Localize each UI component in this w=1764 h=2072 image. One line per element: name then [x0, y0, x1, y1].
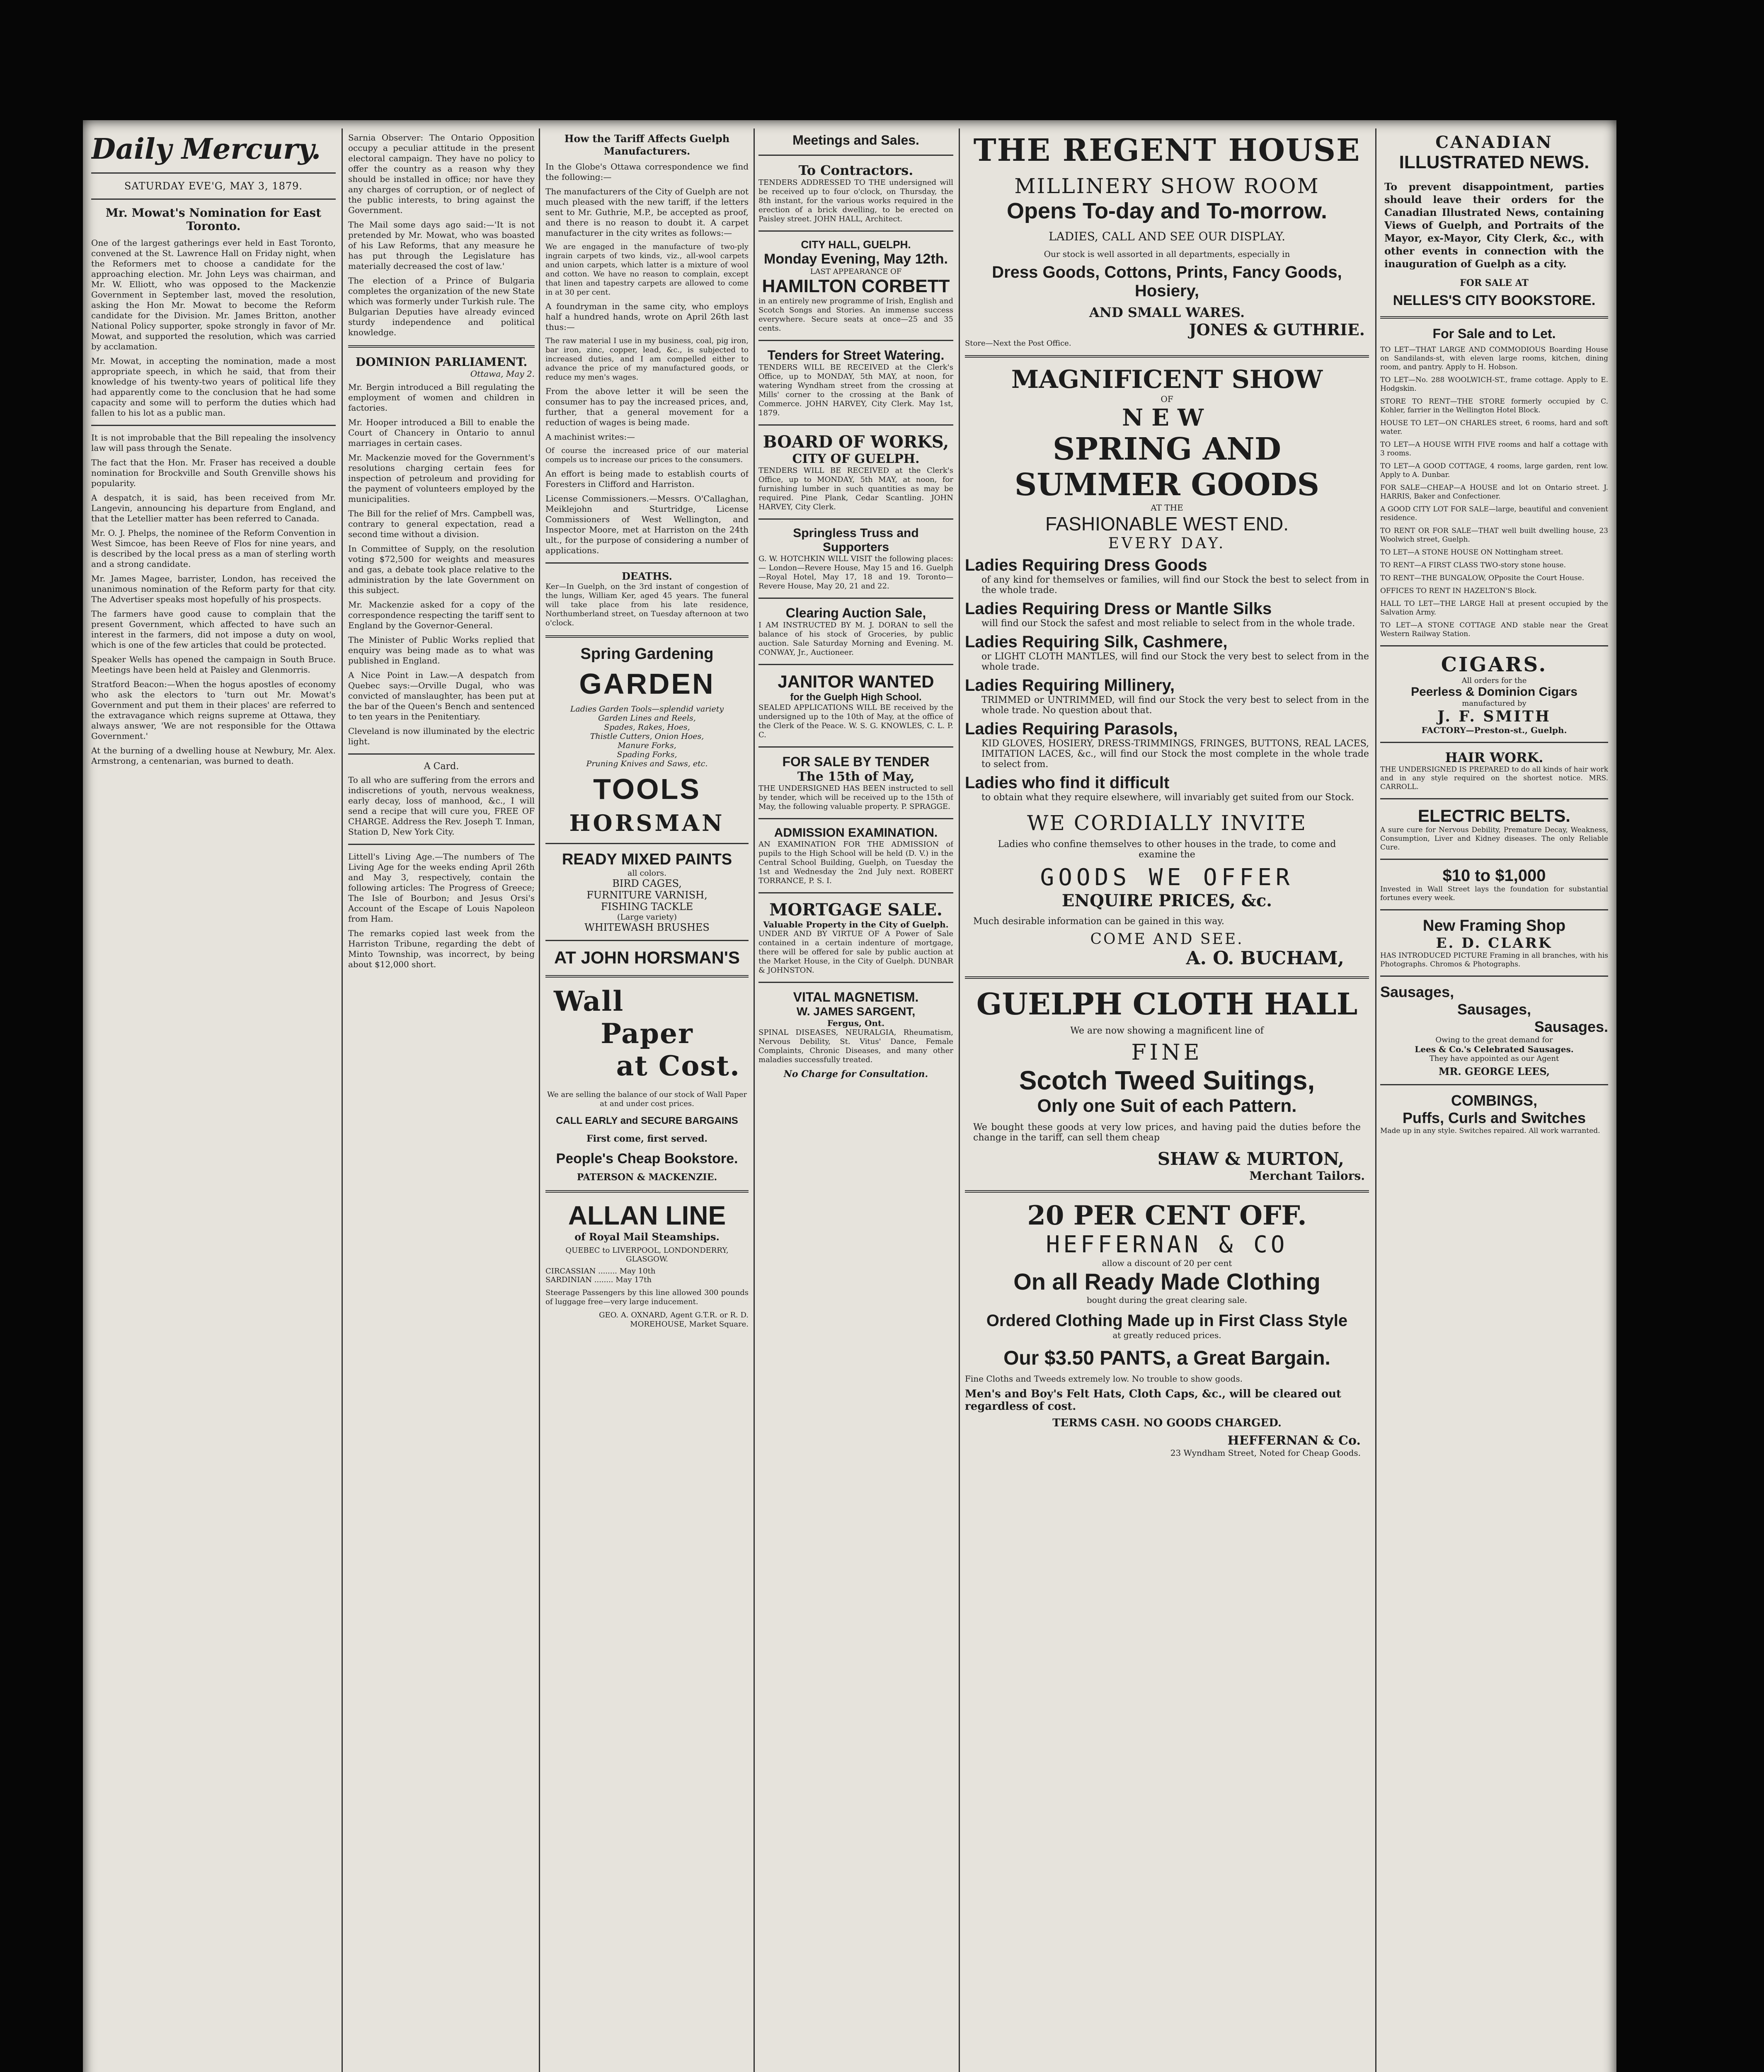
section-heading: Meetings and Sales. [792, 133, 919, 148]
ad-sub: W. JAMES SARGENT, [796, 1005, 916, 1018]
paragraph: THE UNDERSIGNED IS PREPARED to do all kinds of hair work and in any style required on the shortest notice. MRS. CARROLL. [1380, 765, 1608, 791]
peerless: Peerless & Dominion Cigars [1411, 685, 1577, 699]
listing: TO LET—A HOUSE WITH FIVE rooms and half a cottage with 3 rooms. [1380, 441, 1608, 457]
listing: HALL TO LET—THE LARGE Hall at present occupied by the Salvation Army. [1380, 600, 1608, 617]
paragraph: TENDERS WILL BE RECEIVED at the Clerk's Office, up to MONDAY, 5th MAY, at noon, for furnishing lumber in such quantities as may be required. Pine Plank, Cedar Scantling. JOHN HARVEY, City Clerk. [758, 466, 953, 511]
ad-line: Ladies Garden Tools—splendid variety [570, 704, 724, 714]
paragraph: Cleveland is now illuminated by the electric light. [348, 726, 535, 746]
allan-line-ad [545, 1200, 749, 1329]
ad-line: FURNITURE VARNISH, [586, 889, 708, 901]
ad-heading: Tenders for Street Watering. [767, 348, 945, 363]
ad-title: ALLAN LINE [568, 1201, 726, 1230]
illustrated-news: ILLUSTRATED NEWS. [1399, 152, 1590, 172]
ad-line: BIRD CAGES, [612, 878, 682, 889]
paragraph: The raw material I use in my business, coal, pig iron, bar iron, zinc, copper, lead, &c., is subjected to increased duties, and I am compelled either to advance the price of my manufactured goods, or reduce my men's wages. [545, 336, 749, 382]
ad-store: AT JOHN HORSMAN'S [554, 948, 740, 967]
ad-line: Manure Forks, [618, 741, 676, 750]
paragraph: We are selling the balance of our stock of Wall Paper at and under cost prices. [547, 1090, 747, 1108]
paragraph: SPINAL DISEASES, NEURALGIA, Rheumatism, Nervous Debility, St. Vitus' Dance, Female Complaints, Chronic Diseases, and many other maladies successfully treated. [758, 1028, 953, 1064]
paragraph: Mr. James Magee, barrister, London, has received the unanimous nomination of the Reform party for that city. The Advertiser speaks most hopefully of his prospects. [91, 574, 336, 604]
cigar-text: All orders for the [1461, 676, 1527, 685]
ad-heading: CITY HALL, GUELPH. [801, 238, 911, 251]
column-4 [758, 133, 953, 2072]
paragraph: SEALED APPLICATIONS WILL BE received by the undersigned up to the 10th of May, at the office of the Clerk of the Peace. W. S. G. KNOWLES, C. L. P. C. [758, 703, 953, 739]
paragraph: At the burning of a dwelling house at Newbury, Mr. Alex. Armstrong, a centenarian, was burned to death. [91, 746, 336, 766]
firm: JONES & GUTHRIE. [1189, 320, 1365, 339]
ad-big: GARDEN [579, 668, 715, 700]
ad-ship: CIRCASSIAN ........ May 10th [545, 1267, 656, 1276]
paragraph: Mr. O. J. Phelps, the nominee of the Reform Convention in West Simcoe, has been Reeve of Flos for nine years, and is described by the local press as a man of sterling worth and a strong candidate. [91, 528, 336, 569]
paragraph: To all who are suffering from the errors and indiscretions of youth, nervous weakness, early decay, loss of manhood, &c., I will send a recipe that will cure you, FREE OF CHARGE. Address the Rev. Joseph T. Inman, Station D, New York City. [348, 775, 535, 837]
card-heading: A Card. [424, 761, 459, 772]
ad-heading: To Contractors. [798, 162, 914, 178]
paragraph: Sarnia Observer: The Ontario Opposition occupy a peculiar attitude in the present electoral campaign. They have no policy to offer the country as a reason why they should be installed in office; nor have they any charges of corruption, or of neglect of the public interests, to bring against the Government. [348, 133, 535, 215]
item-heading: Ladies Requiring Dress or Mantle Silks [965, 600, 1272, 618]
every-day: EVERY DAY. [1108, 535, 1226, 552]
paragraph: Mr. Hooper introduced a Bill to enable the Court of Chancery in Ontario to annul marriages in certain cases. [348, 417, 535, 448]
paragraph: The remarks copied last week from the Harriston Tribune, regarding the debt of Minto Township, was incorrect, by being about $12,000 short. [348, 928, 535, 969]
store-line: Store—Next the Post Office. [965, 339, 1071, 348]
paragraph: One of the largest gatherings ever held in East Toronto, convened at the St. Lawrence Hall on Friday night, when the Reformers met to choose a candidate for the approaching election. Mr. John Leys was chairman, and Mr. W. Elliott, who was opposed to the Mackenzie Government in September last, moved the resolution, asking the Hon Mr. Mowat to become the Reform candidate for the Division. Mr. James Britton, another National Policy supporter, spoke strongly in favor of Mr. Mowat, and supported the resolution, which was carried by acclamation. [91, 238, 336, 351]
paragraph: Mr. Mowat, in accepting the nomination, made a most appropriate speech, in which he said, that from their knowledge of his twenty-two years of political life they had apparently come to the conclusion that he had some capacity and some will to perform the duties which had fallen to his lot as a public man. [91, 356, 336, 418]
hats: Men's and Boy's Felt Hats, Cloth Caps, &c., will be cleared out regardless of cost. [965, 1388, 1342, 1413]
listing: TO RENT—THE BUNGALOW, OPposite the Court House. [1380, 574, 1585, 582]
listing: TO LET—No. 288 WOOLWICH-ST., frame cottage. Apply to E. Hodgskin. [1380, 376, 1608, 393]
factory: FACTORY—Preston-st., Guelph. [1421, 725, 1567, 735]
paragraph: We are engaged in the manufacture of two-ply ingrain carpets of two kinds, viz., all-wool carpets and union carpets, which latter is a mixture of wool and cotton. We have no reason to complain, except that linen and tapestry carpets are allowed to come in at 30 per cent. [545, 242, 749, 297]
ad-title: Spring Gardening [580, 645, 714, 663]
item-heading: Ladies Requiring Dress Goods [965, 556, 1207, 574]
ad-heading: FOR SALE BY TENDER [782, 754, 930, 769]
invite: WE CORDIALLY INVITE [1027, 811, 1307, 835]
ad-heading: ADMISSION EXAMINATION. [774, 826, 938, 840]
wares-line: AND SMALL WARES. [1089, 305, 1245, 320]
wyndham: 23 Wyndham Street, Noted for Cheap Goods. [1170, 1448, 1361, 1458]
item-text: or LIGHT CLOTH MANTLES, will find our Stock the very best to select from in the whole trade. [981, 651, 1369, 672]
ad-heading: MORTGAGE SALE. [769, 900, 943, 920]
ad-line: Wall [554, 985, 624, 1017]
newspaper-page [83, 120, 1616, 2072]
paragraph: I AM INSTRUCTED BY M. J. DORAN to sell the balance of his stock of Groceries, by public auction. Sale Saturday Morning and Evening. M. CONWAY, Jr., Auctioneer. [758, 621, 953, 657]
reduced: at greatly reduced prices. [1112, 1330, 1221, 1340]
paragraph: Speaker Wells has opened the campaign in South Bruce. Meetings have been held at Paisley and Glenmorris. [91, 654, 336, 675]
paragraph: Stratford Beacon:—When the hogus apostles of economy who ask the electors to 'turn out Mr. Mowat's Government and put them in their places' are referred to the extravagance which reigns supreme at Ottawa, they always answer, 'We are not responsible for the Ottawa Government.' [91, 679, 336, 741]
paragraph: Made up in any style. Switches repaired. All work warranted. [1380, 1127, 1600, 1135]
cigars: CIGARS. [1441, 653, 1548, 676]
paragraph: in an entirely new programme of Irish, English and Scotch Songs and Stories. An immense success everywhere. Secure seats at once—25 and 35 cents. [758, 297, 953, 333]
listing: TO RENT OR FOR SALE—THAT well built dwelling house, 23 Woolwich street, Guelph. [1380, 527, 1608, 544]
paragraph: The manufacturers of the City of Guelph are not much pleased with the new tariff, if the letters sent to Mr. Guthrie, M.P., be accepted as proof, and there is no reason to doubt it. A carpet manufacturer in the city writes as follows:— [545, 186, 749, 238]
ad-sub: CITY OF GUELPH. [792, 452, 920, 466]
fine: FINE [1131, 1040, 1203, 1065]
fine-cloths: Fine Cloths and Tweeds extremely low. No trouble to show goods. [965, 1374, 1243, 1384]
nelles: NELLES'S CITY BOOKSTORE. [1393, 293, 1596, 308]
scotch: Scotch Tweed Suitings, [1019, 1065, 1315, 1095]
ad-line: Spading Forks, [617, 750, 677, 759]
ad-line: at Cost. [616, 1050, 740, 1082]
ad-bargain: CALL EARLY and SECURE BARGAINS [556, 1115, 738, 1126]
invite-text: Ladies who confine themselves to other houses in the trade, to come and examine the [998, 839, 1336, 860]
george: MR. GEORGE LEES, [1438, 1065, 1550, 1077]
item-text: KID GLOVES, HOSIERY, DRESS-TRIMMINGS, FRINGES, BUTTONS, REAL LACES, IMITATION LACES, &c., will find our Stock the most complete in the whole trade to select from. [981, 738, 1369, 770]
paragraph: Ker—In Guelph, on the 3rd instant of congestion of the lungs, William Ker, aged 45 years. The funeral will take place from his late residence, Northumberland street, on Tuesday afternoon at two o'clock. [545, 582, 749, 627]
discount: allow a discount of 20 per cent [1102, 1258, 1232, 1268]
paragraph: From the above letter it will be seen the consumer has to pay the increased prices, and, further, that a general movement for a reduction of wages is being made. [545, 386, 749, 427]
paragraph: The Bill for the relief of Mrs. Campbell was, contrary to general expectation, read a second time without a division. [348, 508, 535, 539]
ad-line: FISHING TACKLE [601, 901, 693, 913]
article-heading: How the Tariff Affects Guelph Manufacturers. [564, 133, 730, 157]
sausages: Sausages, [1457, 1001, 1531, 1018]
ad-heading: Springless Truss and Supporters [793, 526, 919, 554]
paragraph: THE UNDERSIGNED HAS BEEN instructed to sell by tender, which will be received up to the 15th of May, the following valuable property. P. SPRAGGE. [758, 784, 953, 811]
paragraph: Mr. Mackenzie asked for a copy of the correspondence respecting the tariff sent to England by the Governor-General. [348, 600, 535, 630]
ad-ship: SARDINIAN ........ May 17th [545, 1276, 652, 1284]
column-rule [342, 128, 343, 2072]
paragraph: To prevent disappointment, parties should leave their orders for the Canadian Illustrated News, containing Views of Guelph, and Portraits of the Mayor, ex-Mayor, City Clerk, &c., with other events in connection with the inauguration of Guelph as a city. [1384, 181, 1604, 270]
info: Much desirable information can be gained in this way. [973, 916, 1224, 927]
ladies-item [965, 633, 1369, 672]
listing: OFFICES TO RENT IN HAZELTON'S Block. [1380, 587, 1537, 595]
ad-name: HAMILTON CORBETT [762, 276, 950, 296]
column-rule [754, 128, 755, 2072]
paragraph: The Mail some days ago said:—'It is not pretended by Mr. Mowat, who was boasted of his Law Reforms, that any measure he has put through the Legislature has materially decreased the cost of law.' [348, 220, 535, 271]
sausage-text: Owing to the great demand for [1435, 1036, 1553, 1044]
paragraph: A Nice Point in Law.—A despatch from Quebec says:—Orville Dugal, who was convicted of manslaughter, has been put at the bar of the Queen's Bench and sentenced to ten years in the Penitentiary. [348, 670, 535, 721]
paragraph: UNDER AND BY VIRTUE OF A Power of Sale contained in a certain indenture of mortgage, there will be offered for sale by public auction at the Market House, in the City of Guelph. DUNBAR & JOHNSTON. [758, 929, 953, 975]
ad-line: all colors. [628, 869, 666, 878]
only-one: Only one Suit of each Pattern. [1037, 1096, 1297, 1116]
paragraph: Of course the increased price of our material compels us to increase our prices to the consumers. [545, 446, 749, 464]
listing: FOR SALE—CHEAP—A HOUSE and lot on Ontario street. J. HARRIS, Baker and Confectioner. [1380, 484, 1608, 501]
column-6 [1380, 133, 1608, 2072]
ad-route: QUEBEC to LIVERPOOL, LONDONDERRY, GLASGOW. [565, 1246, 729, 1264]
for-sale-at: FOR SALE AT [1460, 278, 1529, 288]
ad-sub: of Royal Mail Steamships. [574, 1231, 720, 1243]
ad-sub: No Charge for Consultation. [783, 1069, 928, 1080]
item-text: to obtain what they require elsewhere, will invariably get suited from our Stock. [981, 792, 1354, 803]
ladies-call: LADIES, CALL AND SEE OUR DISPLAY. [1048, 230, 1286, 243]
ad-line: WHITEWASH BRUSHES [584, 922, 710, 933]
dateline: Ottawa, May 2. [470, 369, 535, 379]
magnificent: MAGNIFICENT SHOW [1011, 365, 1323, 394]
ladies-item [965, 556, 1369, 595]
paragraph: Invested in Wall Street lays the foundation for substantial fortunes every week. [1380, 885, 1608, 902]
item-text: of any kind for themselves or families, will find our Stock the best to select from in the whole trade. [981, 575, 1369, 595]
shaw: SHAW & MURTON, [1157, 1149, 1344, 1169]
come-see: COME AND SEE. [1090, 931, 1244, 948]
paragraph: AN EXAMINATION FOR THE ADMISSION of pupils to the High School will be held (D. V.) in the Central School Building, Guelph, on Tuesday the 1st and Wednesday the 2nd July next. ROBERT TORRANCE, P. S. I. [758, 840, 953, 885]
bought2: bought during the great clearing sale. [1086, 1295, 1248, 1305]
item-heading: Ladies Requiring Parasols, [965, 720, 1178, 738]
ready-made: On all Ready Made Clothing [1013, 1268, 1321, 1295]
clark: E. D. CLARK [1436, 935, 1553, 951]
framing: New Framing Shop [1422, 917, 1566, 934]
ad-names: PATERSON & MACKENZIE. [577, 1172, 717, 1183]
ad-heading: VITAL MAGNETISM. [793, 990, 919, 1005]
paragraph: It is not improbable that the Bill repealing the insolvency law will pass through the Senate. [91, 433, 336, 453]
paragraph: TENDERS WILL BE RECEIVED at the Clerk's Office, up to MONDAY, 5th MAY, at noon, for watering Wyndham street from the crossing at Mills' corner to the crossing at the Bank of Commerce. JOHN HARVEY, City Clerk. May 1st, 1879. [758, 363, 953, 417]
paragraph: The election of a Prince of Bulgaria completes the organization of the new State which was formerly under Turkish rule. The Bulgarian Deputies have already evinced sturdy independence and political knowledge. [348, 276, 535, 337]
goods-line: Dress Goods, Cottons, Prints, Fancy Goods, Hosiery, [992, 263, 1342, 300]
paragraph: A foundryman in the same city, who employs half a hundred hands, wrote on April 26th last thus:— [545, 301, 749, 332]
item-text: will find our Stock the safest and most reliable to select from in the whole trade. [981, 618, 1355, 629]
showing: We are now showing a magnificent line of [1070, 1026, 1264, 1036]
puffs: Puffs, Curls and Switches [1402, 1109, 1586, 1126]
heffernan-co: HEFFERNAN & Co. [1227, 1433, 1361, 1448]
manuf: manufactured by [1462, 699, 1527, 708]
column-rule [539, 128, 540, 2072]
paragraph: Littell's Living Age.—The numbers of The Living Age for the weeks ending April 26th and May 3, respectively, contain the following articles: The Progress of Greece; The Isle of Bourbon; and Jesus Orsi's Account of the Escape of Louis Napoleon from Ham. [348, 852, 535, 924]
opens: Opens To-day and To-morrow. [1006, 198, 1327, 223]
item-text: TRIMMED or UNTRIMMED, will find our Stock the very best to select from in the whole trade. No question about that. [981, 695, 1369, 716]
listing: A GOOD CITY LOT FOR SALE—large, beautiful and convenient residence. [1380, 505, 1608, 522]
spring: SPRING AND [1052, 431, 1282, 467]
dateline: SATURDAY EVE'G, MAY 3, 1879. [124, 180, 303, 192]
of: OF [1161, 394, 1173, 404]
ad-paints: READY MIXED PAINTS [562, 851, 732, 868]
masthead-title: Daily Mercury. [91, 133, 321, 166]
column-1 [91, 133, 336, 2072]
ad-sub: Valuable Property in the City of Guelph. [763, 920, 949, 929]
ad-sub: for the Guelph High School. [790, 692, 922, 703]
ad-line: Spades, Rakes, Hoes, [604, 723, 690, 732]
item-heading: Ladies Requiring Millinery, [965, 676, 1175, 695]
ad-sub: The 15th of May, [797, 770, 915, 784]
paragraph: The Minister of Public Works replied that enquiry was being made as to what was published in England. [348, 635, 535, 666]
ad-heading: Clearing Auction Sale, [785, 605, 926, 620]
ad-line: LAST APPEARANCE OF [810, 267, 902, 276]
paragraph: In Committee of Supply, on the resolution voting $72,500 for weights and measures and gas, a debate took place relative to the administration by the late Government on this subject. [348, 544, 535, 595]
enquire: ENQUIRE PRICES, &c. [1061, 891, 1272, 910]
section-heading: For Sale and to Let. [1432, 326, 1556, 341]
paragraph: G. W. HOTCHKIN WILL VISIT the following places:— London—Revere House, May 15 and 16. Guelph—Royal Hotel, May 17, 18 and 19. Toronto—Revere House, May 20, 21 and 22. [758, 554, 953, 591]
ad-heading: JANITOR WANTED [778, 672, 934, 691]
paragraph: In the Globe's Ottawa correspondence we find the following:— [545, 162, 749, 182]
item-heading: Ladies who find it difficult [965, 774, 1170, 792]
paragraph: License Commissioners.—Messrs. O'Callaghan, Meiklejohn and Sturtridge, License Commissioners of West Wellington, and Inspector Moore, met at Harriston on the 24th ult., for the purpose of considering a number of applications. [545, 494, 749, 555]
ad-name: HORSMAN [569, 810, 725, 836]
ad-heading: BOARD OF WORKS, [763, 432, 949, 452]
paragraph: The farmers have good cause to complain that the present Government, which affected to have such an interest in the farmers, did not impose a duty on wool, which is one of the few articles that could be protected. [91, 609, 336, 650]
sausages: Sausages. [1534, 1018, 1608, 1035]
electric-belts: ELECTRIC BELTS. [1418, 806, 1570, 825]
column-rule [1375, 128, 1376, 2072]
column-2 [348, 133, 535, 2072]
bucham: A. O. BUCHAM, [1186, 948, 1344, 969]
listing: HOUSE TO LET—ON CHARLES street, 6 rooms, hard and soft water. [1380, 419, 1608, 436]
heffernan: HEFFERNAN & CO [1046, 1231, 1288, 1258]
paragraph: Mr. Mackenzie moved for the Government's resolutions charging certain fees for inspection of petroleum and providing for the payment of volunteers employed by the municipalities. [348, 453, 535, 504]
paragraph: A sure cure for Nervous Debility, Premature Decay, Weakness, Consumption, Liver and Kidney diseases. The only Reliable Cure. [1380, 826, 1608, 852]
cloth-hall: GUELPH CLOTH HALL [976, 986, 1358, 1021]
pants: Our $3.50 PANTS, a Great Bargain. [1003, 1347, 1330, 1369]
ad-sub: Fergus, Ont. [827, 1018, 885, 1028]
wall-paper-ad [545, 985, 749, 1183]
twenty-off: 20 PER CENT OFF. [1027, 1200, 1307, 1231]
column-5 [965, 133, 1369, 2072]
ladies-item [965, 720, 1369, 770]
terms: TERMS CASH. NO GOODS CHARGED. [1052, 1417, 1282, 1429]
paragraph: A machinist writes:— [545, 432, 635, 442]
section-heading: DOMINION PARLIAMENT. [355, 355, 528, 369]
combings: COMBINGS, [1451, 1092, 1537, 1109]
tailors: Merchant Tailors. [1249, 1169, 1365, 1183]
lees-text: They have appointed as our Agent [1429, 1054, 1559, 1063]
millinery: MILLINERY SHOW ROOM [1014, 174, 1320, 198]
ad-store: People's Cheap Bookstore. [556, 1151, 738, 1167]
paragraph: An effort is being made to establish courts of Foresters in Clifford and Harriston. [545, 469, 749, 489]
column-3 [545, 133, 749, 2072]
listing: TO LET—THAT LARGE AND COMMODIOUS Boarding House on Sandilands-st, with eleven large rooms, kitchen, dining room, and pantry. Apply to H. Hobson. [1380, 346, 1608, 371]
paragraph: TENDERS ADDRESSED TO THE undersigned will be received up to four o'clock, on Thursday, the 8th instant, for the various works required in the erection of a brick dwelling, to be erected on Paisley street. JOHN HALL, Architect. [758, 178, 953, 223]
paragraph: HAS INTRODUCED PICTURE Framing in all branches, with his Photographs. Chromos & Photographs. [1380, 951, 1608, 968]
sausages: Sausages, [1380, 983, 1454, 1000]
stock-line: Our stock is well assorted in all departments, especially in [1044, 249, 1290, 259]
goods-offer: GOODS WE OFFER [1040, 864, 1294, 891]
ladies-item [965, 676, 1369, 716]
column-rule [959, 128, 960, 2072]
deaths-heading: DEATHS. [622, 570, 672, 582]
fashionable: FASHIONABLE WEST END. [1045, 513, 1289, 535]
ad-line: Thistle Cutters, Onion Hoes, [590, 732, 704, 741]
money: $10 to $1,000 [1442, 867, 1546, 885]
listing: TO LET—A STONE HOUSE ON Nottingham street. [1380, 548, 1563, 557]
hair-work: HAIR WORK. [1445, 750, 1544, 765]
paragraph: A despatch, it is said, has been received from Mr. Langevin, announcing his departure from England, and that the Letellier matter has been referred to Canada. [91, 493, 336, 523]
listing: TO RENT—A FIRST CLASS TWO-story stone house. [1380, 561, 1566, 569]
ad-line: Pruning Knives and Saws, etc. [586, 759, 708, 768]
paragraph: The fact that the Hon. Mr. Fraser has received a double nomination for Brockville and South Grenville shows his popularity. [91, 457, 336, 488]
ad-heading: Monday Evening, May 12th. [764, 251, 948, 267]
ladies-item [965, 600, 1369, 629]
ordered: Ordered Clothing Made up in First Class Style [986, 1312, 1348, 1330]
ad-line: Garden Lines and Reels, [598, 714, 696, 723]
ladies-item [965, 774, 1369, 803]
ad-line: Paper [601, 1017, 693, 1050]
summer: SUMMER GOODS [1014, 467, 1320, 503]
ad-line: (Large variety) [617, 913, 677, 922]
listing: TO LET—A GOOD COTTAGE, 4 rooms, large garden, rent low. Apply to A. Dunbar. [1380, 462, 1608, 479]
paragraph: GEO. A. OXNARD, Agent G.T.R. or R. D. MOREHOUSE, Market Square. [599, 1311, 749, 1329]
listing: STORE TO RENT—THE STORE formerly occupied by C. Kohler, farrier in the Wellington Hotel Block. [1380, 397, 1608, 414]
lees: Lees & Co.'s Celebrated Sausages. [1415, 1044, 1574, 1054]
ad-first: First come, first served. [586, 1133, 708, 1144]
ad-big: TOOLS [593, 773, 701, 805]
listing: TO LET—A STONE COTTAGE AND stable near the Great Western Railway Station. [1380, 621, 1608, 638]
at-the: AT THE [1151, 503, 1183, 513]
regent-title: THE REGENT HOUSE [973, 133, 1361, 168]
bought-text: We bought these goods at very low prices, and having paid the duties before the change in the tariff, can sell them cheap [973, 1122, 1361, 1143]
paragraph: Steerage Passengers by this line allowed 300 pounds of luggage free—very large inducement. [545, 1288, 749, 1306]
paragraph: Mr. Bergin introduced a Bill regulating the employment of women and children in factories. [348, 382, 535, 413]
canadian: CANADIAN [1435, 133, 1553, 152]
smith: J. F. SMITH [1437, 708, 1551, 725]
new: NEW [1122, 404, 1212, 431]
horsman-ad [545, 645, 749, 968]
headline: Mr. Mowat's Nomination for East Toronto. [105, 206, 322, 233]
item-heading: Ladies Requiring Silk, Cashmere, [965, 633, 1228, 651]
